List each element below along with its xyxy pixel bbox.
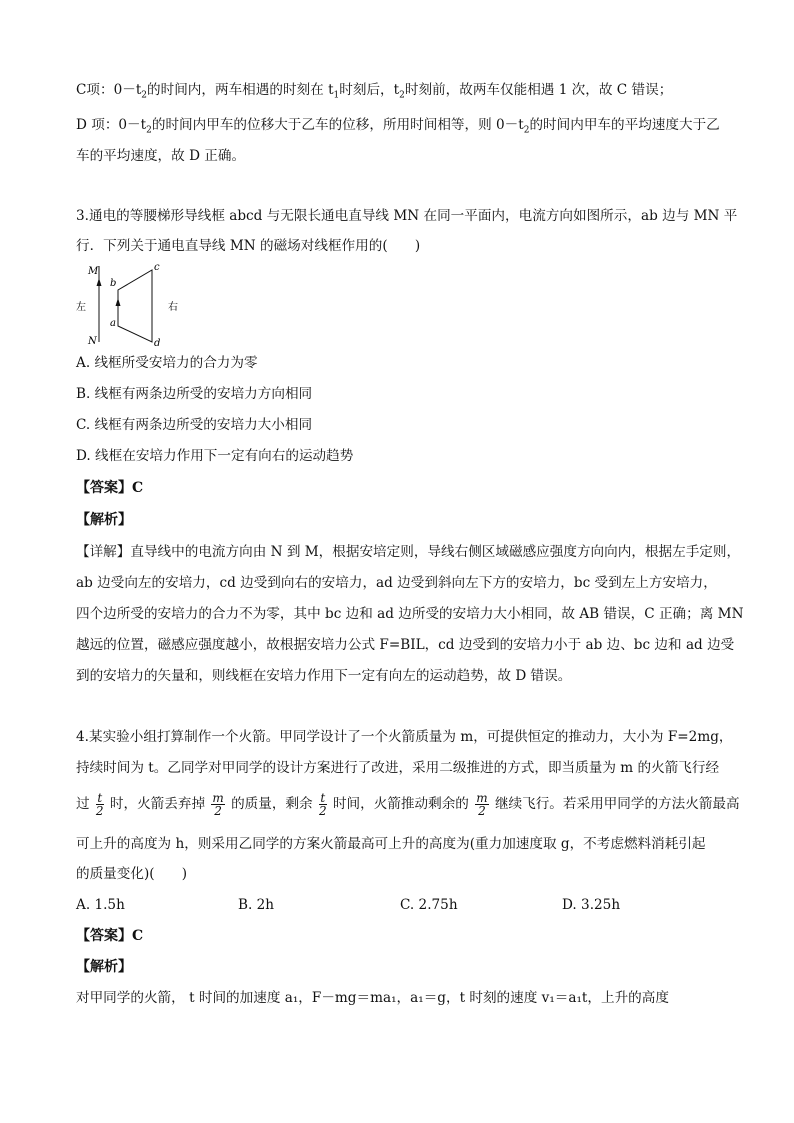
q3-detail-line-5: 到的安培力的矢量和，则线框在安培力作用下一定有向左的运动趋势，故 D 错误。 xyxy=(76,668,572,684)
fraction-m-over-2: $\frac{m}{2}$ xyxy=(212,791,224,818)
q4-choice-a: A. 1.5h xyxy=(76,897,125,913)
q3-option-a: A. 线框所受安培力的合力为零 xyxy=(76,355,258,371)
q4-analysis-line-1: 对甲同学的火箭， t 时间的加速度 a₁，F－mg＝ma₁，a₁＝g，t 时刻的速度 v₁＝a₁t，上升的高度 xyxy=(76,990,669,1006)
q4-stem-line-2: 持续时间为 t。乙同学对甲同学的设计方案进行了改进，采用二级推进的方式，即当质量为 m 的火箭飞行经 xyxy=(76,760,720,776)
q2-option-d-explanation-cont: 车的平均速度，故 D 正确。 xyxy=(76,148,246,164)
q4-answer: 【答案】C xyxy=(76,928,144,944)
fraction-t-over-2: $\frac{t}{2}$ xyxy=(318,791,327,818)
label-n: N xyxy=(88,336,97,347)
label-m: M xyxy=(88,266,99,277)
q4-stem-line-1: 4.某实验小组打算制作一个火箭。甲同学设计了一个火箭质量为 m，可提供恒定的推动力，大小为 F=2mg， xyxy=(76,729,733,745)
frame-current-arrow xyxy=(116,298,121,306)
q4-stem-line-5: 的质量变化)( ) xyxy=(76,866,188,882)
q4-choice-d: D. 3.25h xyxy=(562,897,621,913)
q3-answer: 【答案】C xyxy=(76,480,144,496)
q3-analysis-label: 【解析】 xyxy=(76,512,132,528)
q3-option-c: C. 线框有两条边所受的安培力大小相同 xyxy=(76,417,313,433)
q3-option-b: B. 线框有两条边所受的安培力方向相同 xyxy=(76,386,313,402)
q2-option-d-explanation: D 项：$0-t_2$的时间内甲车的位移大于乙车的位移，所用时间相等，则 $0-t_2$的时间内甲车的平均速度大于乙 xyxy=(76,117,720,136)
q4-choice-b: B. 2h xyxy=(238,897,275,913)
fraction-t-over-2: $\frac{t}{2}$ xyxy=(95,791,104,818)
q3-detail-line-3: 四个边所受的安培力的合力不为零，其中 bc 边和 ad 边所受的安培力大小相同，故 AB 错误，C 正确；离 MN xyxy=(76,606,744,622)
q3-detail-line-4: 越远的位置，磁感应强度越小，故根据安培力公式 F=BIL，cd 边受到的安培力小于 ab 边、bc 边和 ad 边受 xyxy=(76,637,735,653)
q3-option-d: D. 线框在安培力作用下一定有向右的运动趋势 xyxy=(76,448,354,464)
q3-stem-line-2: 行．下列关于通电直导线 MN 的磁场对线框作用的( ) xyxy=(76,238,421,254)
q3-detail-line-2: ab 边受向左的安培力，cd 边受到向右的安培力，ad 边受到斜向左下方的安培力，bc 受到左上方安培力， xyxy=(76,575,717,591)
q4-analysis-label: 【解析】 xyxy=(76,959,132,975)
trapezoid-abcd xyxy=(118,270,152,342)
label-d: d xyxy=(154,338,161,349)
label-c: c xyxy=(154,262,160,273)
label-b: b xyxy=(110,278,117,289)
label-left: 左 xyxy=(76,302,86,313)
q4-choice-c: C. 2.75h xyxy=(400,897,458,913)
fraction-m-over-2: $\frac{m}{2}$ xyxy=(476,791,488,818)
label-a: a xyxy=(110,318,116,329)
q4-stem-line-3: 过 $\frac{t}{2}$ 时，火箭丢弃掉 $\frac{m}{2}$ 的质量，剩余 $\frac{t}{2}$ 时间，火箭推动剩余的 $\frac{m}{2}$ 继续飞行。若采用甲同学的方法火箭最高 xyxy=(76,791,740,818)
q2-option-c-explanation: C项：$0-t_2$的时间内，两车相遇的时刻在 $t_1$时刻后，$t_2$时刻前，故两车仅能相遇 1 次，故 C 错误； xyxy=(76,82,673,101)
q3-figure xyxy=(72,260,192,350)
q3-detail-line-1: 【详解】直导线中的电流方向由 N 到 M，根据安培定则，导线右侧区域磁感应强度方向向内，根据左手定则， xyxy=(76,544,741,560)
wire-current-arrow xyxy=(97,278,102,286)
q4-stem-line-4: 可上升的高度为 h，则采用乙同学的方案火箭最高可上升的高度为(重力加速度取 g，不考虑燃料消耗引起 xyxy=(76,836,706,852)
q3-stem-line-1: 3.通电的等腰梯形导线框 abcd 与无限长通电直导线 MN 在同一平面内，电流方向如图所示，ab 边与 MN 平 xyxy=(76,208,738,224)
label-right: 右 xyxy=(168,302,178,313)
